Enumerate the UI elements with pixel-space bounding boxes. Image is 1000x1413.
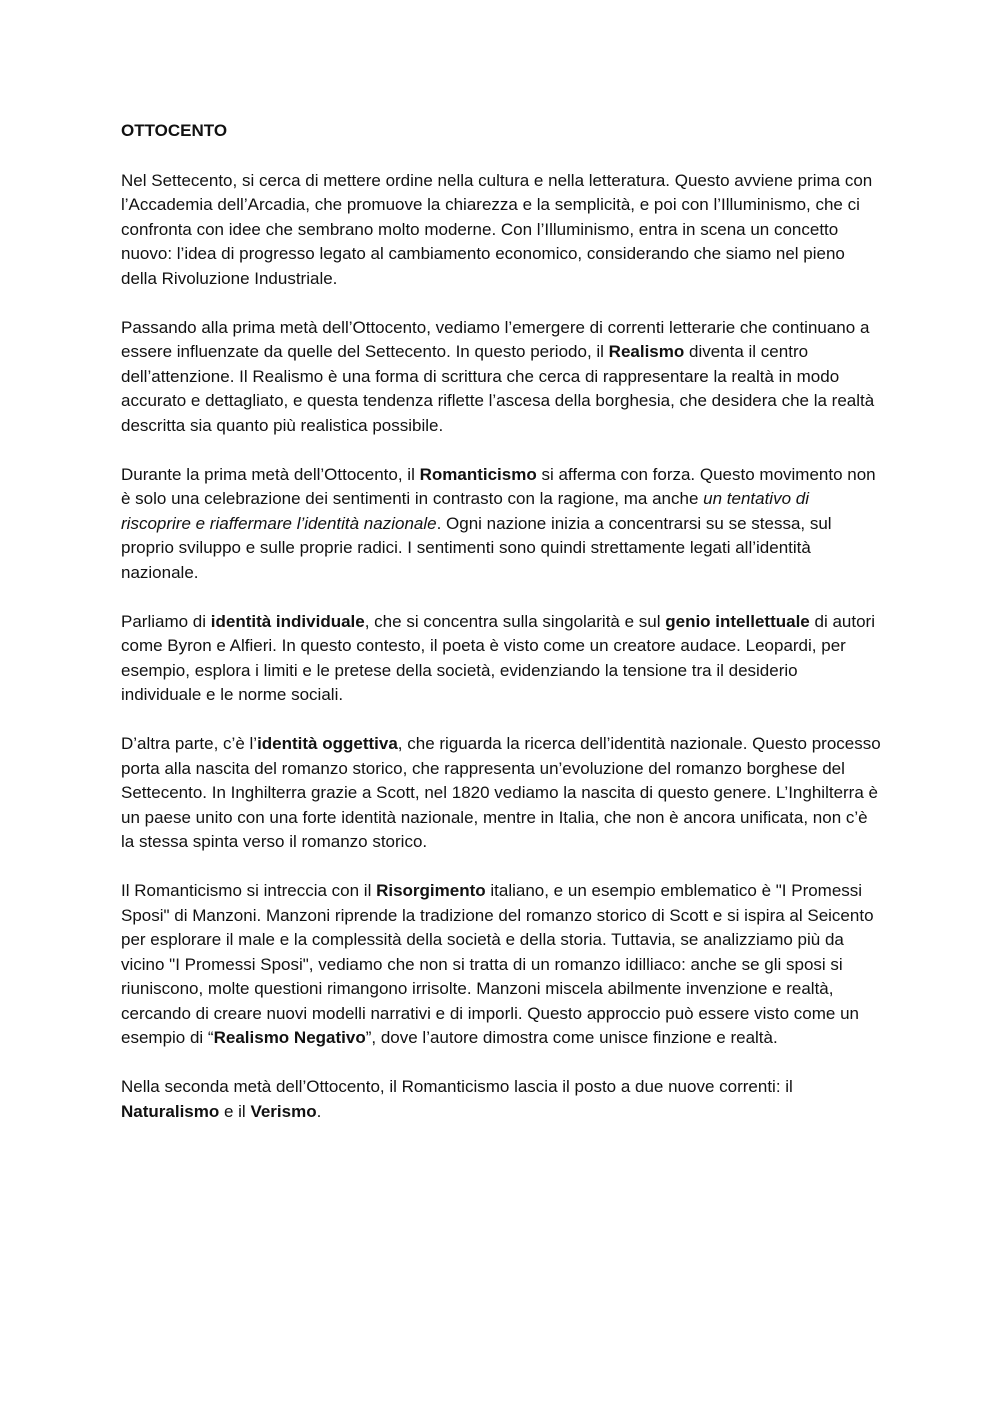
- paragraph-text: ”, dove l’autore dimostra come unisce finzione e realtà.: [365, 1028, 778, 1047]
- paragraph-text: italiano, e un esempio emblematico è "I Promessi Sposi" di Manzoni. Manzoni riprende la tradizione del romanzo storico di Scott e si ispira al Seicento per esplorare il male e la complessità della società e della storia. Tuttavia, se analizziamo più da vicino "I Promessi Sposi", vediamo che non si tratta di un romanzo idilliaco: anche se gli sposi si riuniscono, molte questioni rimangono irrisolte. Manzoni miscela abilmente invenzione e realtà, cercando di creare nuovi modelli narrativi e di imporli. Questo approccio può essere visto come un esempio di “: [121, 881, 874, 1047]
- paragraph-text: si afferma con forza. Questo movimento non è solo una celebrazione dei sentimenti in contrasto con la ragione, ma anche: [121, 464, 876, 508]
- paragraph: [121, 879, 881, 1051]
- paragraph: [121, 732, 881, 855]
- paragraph: [121, 169, 881, 292]
- paragraph-text: Nella seconda metà dell’Ottocento, il Romanticismo lascia il posto a due nuove correnti: il: [121, 1077, 793, 1096]
- paragraph: [121, 610, 881, 708]
- paragraph-text: diventa il centro dell’attenzione. Il Realismo è una forma di scrittura che cerca di rappresentare la realtà in modo accurato e dettagliato, e questa tendenza riflette l’ascesa della borghesia, che desidera che la realtà descritta sia quanto più realistica possibile.: [121, 342, 875, 435]
- document-page: [121, 119, 881, 1124]
- paragraph-text: Durante la prima metà dell’Ottocento, il: [121, 464, 420, 484]
- paragraph-text: Nel Settecento, si cerca di mettere ordine nella cultura e nella letteratura. Questo avviene prima con l’Accademia dell’Arcadia, che promuove la chiarezza e la semplicità, e poi con l’Illuminismo, che ci confronta con idee che sembrano molto moderne. Con l’Illuminismo, entra in scena un concetto nuovo: l’idea di progresso legato al cambiamento economico, considerando che siamo nel pieno della Rivoluzione Industriale.: [121, 170, 873, 288]
- paragraph-text: Il Romanticismo si intreccia con il: [121, 881, 377, 900]
- bold-term: Realismo: [608, 342, 685, 361]
- paragraph-text: Parliamo di: [121, 611, 211, 631]
- bold-term: Risorgimento: [376, 881, 486, 900]
- italic-phrase: un tentativo di riscoprire e riaffermare l’identità nazionale: [121, 489, 809, 533]
- bold-term: Naturalismo: [121, 1101, 220, 1121]
- document-body: [121, 169, 881, 1125]
- paragraph-text: e il: [219, 1101, 251, 1121]
- paragraph-text: di autori come Byron e Alfieri. In questo contesto, il poeta è visto come un creatore audace. Leopardi, per esempio, esplora i limiti e le pretese della società, evidenziando la tensione tra il desiderio individuale e le norme sociali.: [121, 611, 875, 704]
- paragraph-text: D’altra parte, c’è l’: [121, 734, 258, 753]
- paragraph-text: , che riguarda la ricerca dell’identità nazionale. Questo processo porta alla nascita del romanzo storico, che rappresenta un’evoluzione del romanzo borghese del Settecento. In Inghilterra grazie a Scott, nel 1820 vediamo la nascita di questo genere. L’Inghilterra è un paese unito con una forte identità nazionale, mentre in Italia, che non è ancora unificata, non c’è la stessa spinta verso il romanzo storico.: [121, 734, 881, 851]
- bold-term: Romanticismo: [419, 464, 537, 484]
- bold-term: genio intellettuale: [665, 611, 810, 631]
- document-title: OTTOCENTO: [121, 121, 228, 140]
- paragraph: [121, 463, 881, 586]
- bold-term: Verismo: [250, 1101, 317, 1121]
- bold-term: identità oggettiva: [257, 734, 398, 753]
- paragraph-text: . Ogni nazione inizia a concentrarsi su se stessa, sul proprio sviluppo e sulle proprie radici. I sentimenti sono quindi strettamente legati all’identità nazionale.: [121, 513, 832, 582]
- bold-term: identità individuale: [210, 611, 365, 631]
- paragraph: [121, 316, 881, 439]
- paragraph-text: Passando alla prima metà dell’Ottocento, vediamo l’emergere di correnti letterarie che continuano a essere influenzate da quelle del Settecento. In questo periodo, il: [121, 317, 870, 361]
- bold-term: Realismo Negativo: [213, 1028, 366, 1047]
- paragraph: [121, 1075, 881, 1124]
- paragraph-text: , che si concentra sulla singolarità e sul: [364, 611, 666, 631]
- paragraph-text: .: [316, 1101, 322, 1121]
